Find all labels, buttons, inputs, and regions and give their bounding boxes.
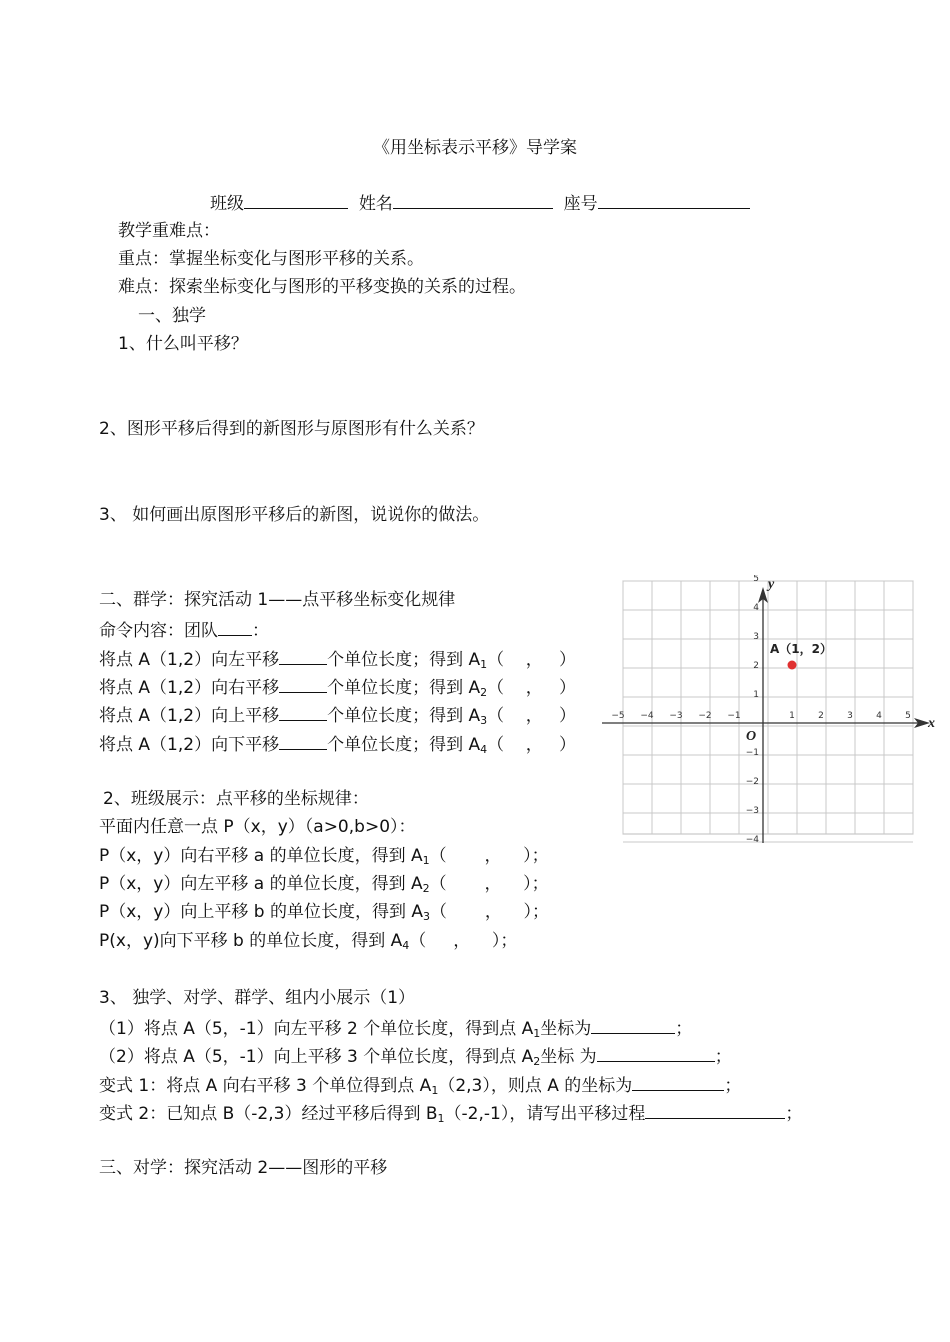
name-blank[interactable] (393, 191, 553, 209)
y-tick-label: 4 (753, 603, 759, 613)
y-tick-label: 1 (753, 690, 759, 700)
variant-1: 变式 1：将点 A 向右平移 3 个单位得到点 $A_1(2,3)$，则点 A 的坐标为 ； (99, 1073, 741, 1096)
class-label: 班级 (210, 194, 244, 214)
move-row: 将点 A（1,2）向上平移 个单位长度；得到 $A_3$（ ， ） (99, 703, 576, 726)
focus-difficulty: 难点：探索坐标变化与图形的平移变换的关系的过程。 (118, 277, 526, 297)
origin-label: O (746, 729, 757, 744)
move-row: 将点 A（1,2）向左平移 个单位长度；得到 $A_1$（ ， ） (99, 647, 576, 670)
x-axis-label: x (928, 716, 935, 731)
x-tick-label: −3 (669, 711, 683, 721)
answer-blank[interactable] (632, 1073, 724, 1091)
exercise-2: （2）将点 A（5，-1）向上平移 3 个单位长度，得到点 $A_2$坐标 为 ； (99, 1044, 732, 1067)
part4-heading: 三、对学：探究活动 2——图形的平移 (99, 1158, 388, 1178)
exercise-1: （1）将点 A（5，-1）向左平移 2 个单位长度，得到点 $A_1$坐标为 ； (99, 1016, 692, 1039)
y-tick-label: −2 (745, 777, 759, 787)
answer-blank[interactable] (645, 1101, 785, 1119)
point-a-label: A（1，2） (770, 642, 832, 656)
x-tick-label: 3 (847, 711, 853, 721)
y-tick-label: 3 (753, 632, 759, 642)
question-2: 2、图形平移后得到的新图形与原图形有什么关系？ (99, 419, 484, 439)
rule-row: P（x，y）向左平移 a 的单位长度，得到 $A_2$（ ， ）； (99, 874, 549, 895)
move-blank[interactable] (279, 703, 327, 721)
show-heading: 2、班级展示：点平移的坐标规律： (103, 789, 369, 809)
rule-row: P（x，y）向右平移 a 的单位长度，得到 $A_1$（ ， ）； (99, 846, 549, 867)
point-a-marker (788, 661, 797, 670)
x-tick-label: 5 (905, 711, 911, 721)
y-tick-label: −1 (745, 748, 759, 758)
rule-row: P（x，y）向上平移 b 的单位长度，得到 $A_3$（ ， ）； (99, 902, 549, 923)
rule-intro: 平面内任意一点 P（x，y）（a>0,b>0）： (99, 817, 416, 837)
rule-row: P(x，y)向下平移 b 的单位长度，得到 $A_4$（ ， ）； (99, 931, 518, 952)
x-tick-label: −2 (698, 711, 712, 721)
x-tick-label: 1 (789, 711, 795, 721)
answer-blank[interactable] (591, 1016, 675, 1034)
x-tick-label: 4 (876, 711, 882, 721)
team-blank[interactable] (218, 618, 252, 636)
move-row: 将点 A（1,2）向右平移 个单位长度；得到 $A_2$（ ， ） (99, 675, 576, 698)
header-fields (210, 191, 750, 214)
focus-heading: 教学重难点： (118, 221, 220, 241)
y-tick-label: −4 (745, 835, 759, 845)
class-blank[interactable] (244, 191, 348, 209)
move-blank[interactable] (279, 675, 327, 693)
x-tick-label: −5 (611, 711, 625, 721)
part3-heading: 3、 独学、对学、群学、组内小展示（1） (99, 988, 416, 1008)
x-tick-label: −1 (727, 711, 741, 721)
question-1: 1、什么叫平移？ (118, 334, 248, 354)
y-tick-label: 5 (753, 575, 759, 584)
move-row: 将点 A（1,2）向下平移 个单位长度；得到 $A_4$（ ， ） (99, 732, 576, 755)
question-3: 3、 如何画出原图形平移后的新图，说说你的做法。 (99, 505, 490, 525)
answer-blank[interactable] (597, 1044, 715, 1062)
part2-heading: 二、群学：探究活动 1——点平移坐标变化规律 (99, 590, 456, 610)
command-line: 命令内容：团队 ： (99, 618, 269, 641)
name-label: 姓名 (358, 194, 393, 214)
part1-heading: 一、独学 (138, 306, 206, 326)
move-blank[interactable] (279, 647, 327, 665)
page-title: 《用坐标表示平移》导学案 (373, 138, 577, 158)
variant-2: 变式 2：已知点 B（-2,3）经过平移后得到 $B_1(-2,-1)$，请写出平移过程 ； (99, 1101, 802, 1124)
seat-blank[interactable] (598, 191, 750, 209)
coordinate-graph (598, 575, 944, 847)
seat-label: 座号 (563, 194, 598, 214)
x-tick-label: 2 (818, 711, 824, 721)
y-tick-label: −3 (745, 806, 759, 816)
x-tick-label: −4 (640, 711, 654, 721)
y-axis-label: y (768, 577, 775, 592)
focus-key: 重点：掌握坐标变化与图形平移的关系。 (118, 249, 424, 269)
y-tick-label: 2 (753, 661, 759, 671)
move-blank[interactable] (279, 732, 327, 750)
